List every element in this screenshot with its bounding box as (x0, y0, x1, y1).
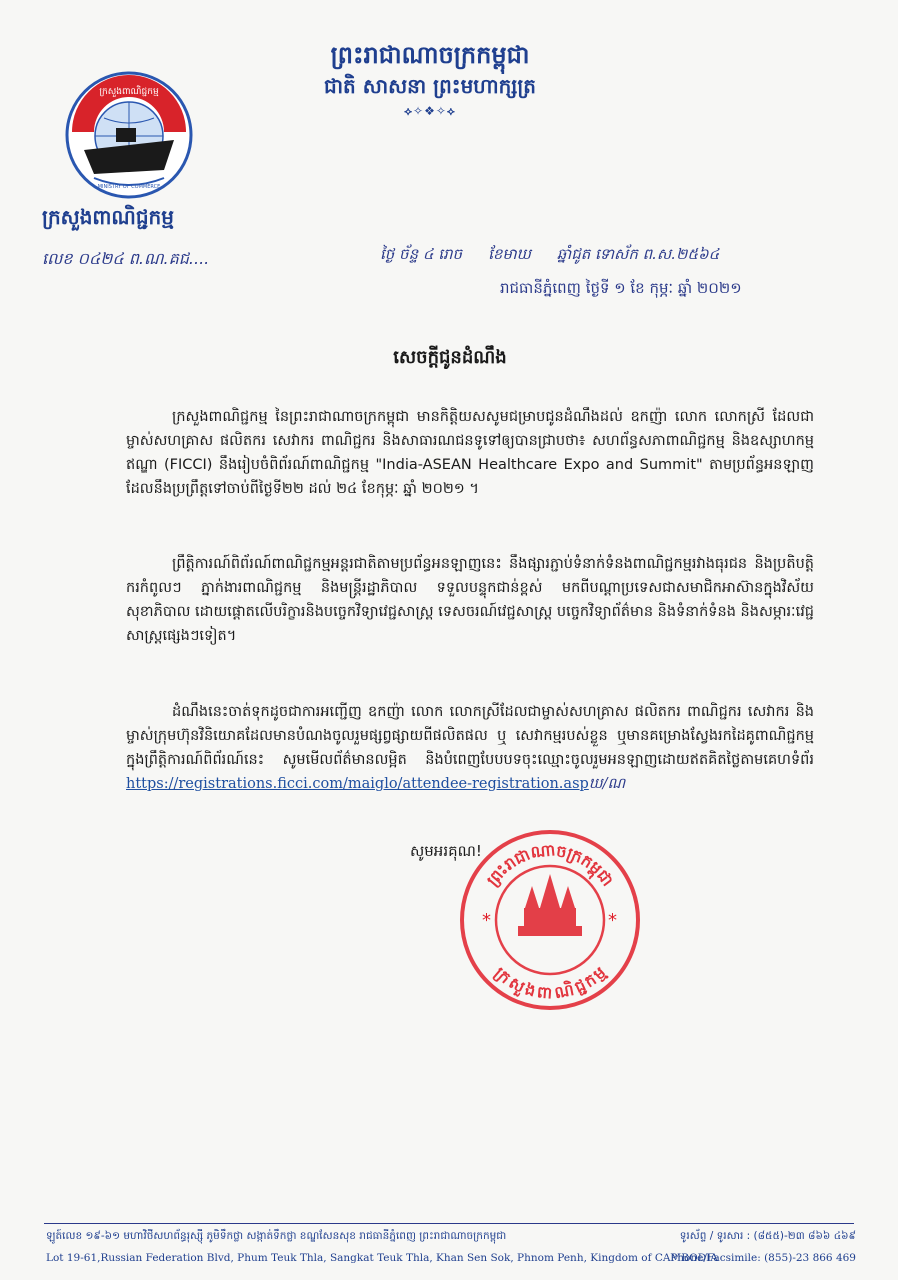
svg-text:*: * (608, 910, 617, 931)
footer-phone-en: Phone/Facsimile: (855)-23 866 469 (670, 1252, 856, 1264)
footer-address-en: Lot 19-61,Russian Federation Blvd, Phum Teuk Thla, Sangkat Teuk Thla, Khan Sen Sok, Phnom Penh, Kingdom of CAMBODIA (46, 1252, 718, 1264)
logo-text: ក្រសួងពាណិជ្ជកម្ម (99, 87, 159, 97)
seal-top-text: ព្រះរាជាណាចក្រកម្ពុជា (482, 840, 618, 890)
footer-english (46, 1252, 856, 1264)
footer-address-km: ឡូត៍លេខ ១៩-៦១ មហាវិថីសហព័ន្ធរុស្ស៊ី ភូមិទឹកថ្លា សង្កាត់ទឹកថ្លា ខណ្ឌសែនសុខ រាជធានីភ្នំពេញ ព្រះរាជាណាចក្រកម្ពុជា (46, 1230, 507, 1242)
lunar-year: ឆ្នាំជូត ទោស័ក ព.ស.២៥៦៤ (556, 245, 720, 263)
lunar-day: ថ្ងៃ ច័ន្ទ ៤ រោច (380, 245, 463, 263)
reference-number: លេខ ០៤២៤ ព.ណ.គជ.... (42, 249, 210, 268)
svg-text:*: * (482, 910, 491, 931)
paragraph-3 (126, 700, 814, 796)
angkor-emblem (518, 874, 582, 936)
handwritten-initials: ឃ/ណ (588, 776, 626, 792)
date-block (380, 245, 860, 301)
kingdom-title: ព្រះរាជាណាចក្រកម្ពុជា (330, 41, 530, 69)
seal-bottom-text: ក្រសួងពាណិជ្ជកម្ម (490, 962, 610, 1003)
footer-khmer (46, 1230, 856, 1245)
paragraph-1: ក្រសួងពាណិជ្ជកម្ម នៃព្រះរាជាណាចក្រកម្ពុជា មានកិត្តិយសសូមជម្រាបជូនដំណឹងដល់ ឧកញ៉ា លោក លោកស្រី ដែលជាម្ចាស់សហគ្រាស ផលិតករ សេវាករ ពាណិជ្ជករ និងសាធារណជនទូទៅឲ្យបានជ្រាបថា៖ សហព័ន្ធសភាពាណិជ្ជកម្ម និងឧស្សាហកម្មឥណ្ឌា (FICCI) នឹងរៀបចំពិព័រណ៍ពាណិជ្ជកម្ម "India-ASEAN Healthcare Expo and Summit" តាមប្រព័ន្ធអនឡាញ ដែលនឹងប្រព្រឹត្តទៅចាប់ពីថ្ងៃទី២២ ដល់ ២៤ ខែកុម្ភៈ ឆ្នាំ ២០២១ ។ (126, 409, 814, 497)
ministry-logo (64, 70, 194, 200)
paragraph-2: ព្រឹត្តិការណ៍ពិព័រណ៍ពាណិជ្ជកម្មអន្តរជាតិតាមប្រព័ន្ធអនឡាញនេះ នឹងផ្សារភ្ជាប់ទំនាក់ទំនងពាណិជ្ជកម្មរវាងធុរជន និងប្រតិបត្តិករកំពូលៗ ភ្នាក់ងារពាណិជ្ជកម្ម និងមន្ត្រីរដ្ឋាភិបាល ទទួលបន្ទុកជាន់ខ្ពស់ មកពីបណ្តាប្រទេសជាសមាជិកអាស៊ានក្នុងវិស័យសុខាភិបាល ដោយផ្តោតលើបរិក្ខារនិងបច្ចេកវិទ្យាវេជ្ជសាស្ត្រ ទេសចរណ៍វេជ្ជសាស្ត្រ បច្ចេកវិទ្យាព័ត៌មាន និងទំនាក់ទំនង និងសម្ភារៈវេជ្ជសាស្ត្រផ្សេងៗទៀត។ (126, 556, 814, 644)
solar-date: រាជធានីភ្នំពេញ ថ្ងៃទី ១ ខែ កុម្ភៈ ឆ្នាំ ២០២១ (500, 279, 742, 297)
footer-phone-km: ទូរស័ព្ទ / ទូរសារ : (៨៥៥)-២៣ ៨៦៦ ៤៦៩ (679, 1230, 856, 1242)
closing-thanks: សូមអរគុណ! (410, 842, 482, 860)
national-motto: ជាតិ សាសនា ព្រះមហាក្សត្រ (324, 74, 536, 98)
document-title: សេចក្តីជូនដំណឹង (393, 347, 507, 368)
paragraph-3-text: ដំណឹងនេះចាត់ទុកដូចជាការអញ្ជើញ ឧកញ៉ា លោក លោកស្រីដែលជាម្ចាស់សហគ្រាស ផលិតករ ពាណិជ្ជករ សេវាករ និងម្ចាស់ក្រុមហ៊ុនវិនិយោគដែលមានបំណងចូលរួមផ្សព្វផ្សាយពីផលិតផល ឬ សេវាកម្មរបស់ខ្លួន ឬមានគម្រោងស្វែងរកដៃគូពាណិជ្ជកម្ម ក្នុងព្រឹត្តិការណ៍ពិព័រណ៍នេះ សូមមើលព័ត៌មានលម្អិត និងបំពេញបែបបទចុះឈ្មោះចូលរួមអនឡាញដោយឥតគិតថ្លៃតាមគេហទំព័រ (126, 704, 814, 768)
ornament-divider: ⟡✧❖✧⟡ (404, 104, 456, 118)
kingdom-header (300, 40, 560, 119)
lunar-month: ខែមាឃ (488, 245, 531, 263)
ministry-name: ក្រសួងពាណិជ្ជកម្ម (42, 205, 174, 229)
registration-link[interactable]: https://registrations.ficci.com/maiglo/attendee-registration.asp (126, 776, 589, 792)
footer-divider (44, 1223, 854, 1224)
official-seal (456, 826, 644, 1014)
logo-subtext: MINISTRY OF COMMERCE (97, 184, 161, 190)
lunar-date (380, 245, 860, 267)
